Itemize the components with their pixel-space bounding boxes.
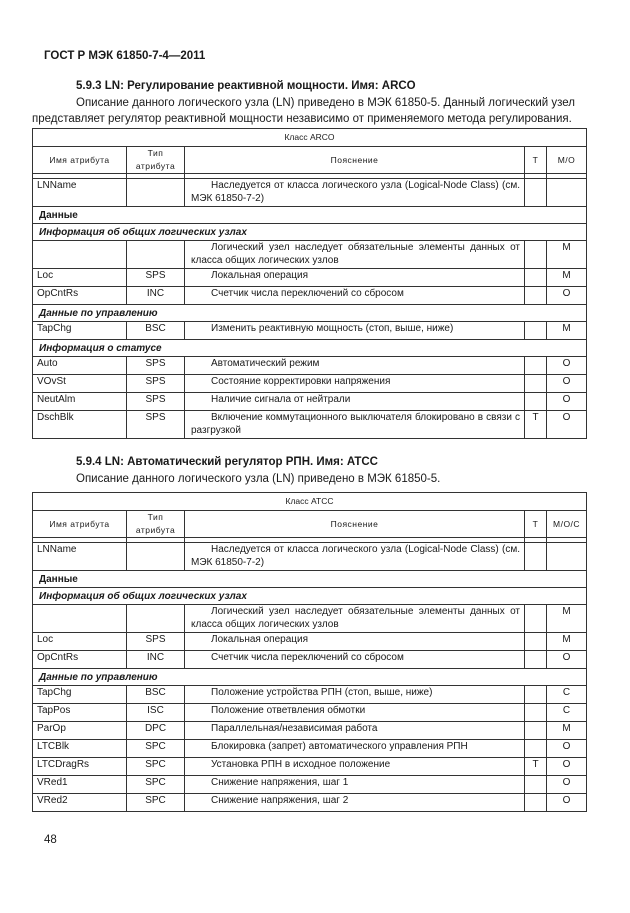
table-row <box>33 686 587 704</box>
attribute-description: Установка РПН в исходное положение <box>185 758 525 776</box>
attribute-description: Логический узел наследует обязательные элементы данных от класса общих логических узлов <box>185 241 525 269</box>
attribute-type: SPC <box>127 758 185 776</box>
table-row <box>33 740 587 758</box>
table-row <box>33 179 587 207</box>
attribute-type: BSC <box>127 686 185 704</box>
col-header-desc: Пояснение <box>185 147 525 174</box>
attribute-t <box>525 633 547 651</box>
attribute-description: Счетчик числа переключений со сбросом <box>185 651 525 669</box>
attribute-description: Автоматический режим <box>185 357 525 375</box>
attribute-name: NeutAlm <box>33 393 127 411</box>
attribute-type: SPS <box>127 269 185 287</box>
attribute-mo: O <box>547 776 587 794</box>
arco-attribute-table <box>32 128 587 439</box>
group-heading-label: Данные по управлению <box>33 305 587 322</box>
attribute-name <box>33 605 127 633</box>
attribute-description: Положение ответвления обмотки <box>185 704 525 722</box>
attribute-description: Параллельная/независимая работа <box>185 722 525 740</box>
attribute-name: OpCntRs <box>33 287 127 305</box>
attribute-name: VOvSt <box>33 375 127 393</box>
attribute-description: Изменить реактивную мощность (стоп, выше, ниже) <box>185 322 525 340</box>
attribute-t <box>525 605 547 633</box>
attribute-name: LNName <box>33 543 127 571</box>
attribute-type: INC <box>127 651 185 669</box>
attribute-type: INC <box>127 287 185 305</box>
attribute-t <box>525 740 547 758</box>
attribute-t <box>525 651 547 669</box>
attribute-name: Loc <box>33 269 127 287</box>
table-row <box>33 357 587 375</box>
attribute-t <box>525 287 547 305</box>
attribute-t <box>525 686 547 704</box>
attribute-description: Локальная операция <box>185 269 525 287</box>
table-row <box>33 605 587 633</box>
attribute-type: SPC <box>127 794 185 812</box>
col-header-name: Имя атрибута <box>33 147 127 174</box>
attribute-t <box>525 241 547 269</box>
attribute-description: Счетчик числа переключений со сбросом <box>185 287 525 305</box>
attribute-t <box>525 375 547 393</box>
table-row <box>33 269 587 287</box>
attribute-type <box>127 605 185 633</box>
table-row <box>33 776 587 794</box>
attribute-mo: M <box>547 605 587 633</box>
attribute-name: Auto <box>33 357 127 375</box>
attribute-mo: O <box>547 758 587 776</box>
col-header-desc: Пояснение <box>185 511 525 538</box>
attribute-type: SPC <box>127 740 185 758</box>
attribute-type <box>127 543 185 571</box>
attribute-mo: C <box>547 686 587 704</box>
table-row <box>33 704 587 722</box>
attribute-type: DPC <box>127 722 185 740</box>
col-header-mo: М/О <box>547 147 587 174</box>
document-header: ГОСТ Р МЭК 61850-7-4—2011 <box>44 50 206 62</box>
class-title: Класс ARCO <box>33 129 587 147</box>
table-row <box>33 322 587 340</box>
table-row <box>33 375 587 393</box>
page-number: 48 <box>44 834 57 846</box>
attribute-mo: O <box>547 740 587 758</box>
section-heading-arco: 5.9.3 LN: Регулирование реактивной мощности. Имя: ARCO <box>76 80 416 92</box>
group-heading-label: Информация о статусе <box>33 340 587 357</box>
data-subheading-label: Данные <box>33 207 587 224</box>
col-header-name: Имя атрибута <box>33 511 127 538</box>
attribute-name <box>33 241 127 269</box>
atcc-attribute-table <box>32 492 587 812</box>
attribute-description: Положение устройства РПН (стоп, выше, ниже) <box>185 686 525 704</box>
attribute-name: LNName <box>33 179 127 207</box>
group-heading <box>33 224 587 241</box>
attribute-name: Loc <box>33 633 127 651</box>
attribute-name: TapChg <box>33 322 127 340</box>
attribute-name: OpCntRs <box>33 651 127 669</box>
attribute-description: Логический узел наследует обязательные элементы данных от класса общих логических узлов <box>185 605 525 633</box>
section-description-atcc: Описание данного логического узла (LN) приведено в МЭК 61850-5. <box>76 473 441 485</box>
attribute-mo <box>547 543 587 571</box>
attribute-name: LTCBlk <box>33 740 127 758</box>
attribute-type: SPS <box>127 393 185 411</box>
col-header-mo: М/О/С <box>547 511 587 538</box>
attribute-name: ParOp <box>33 722 127 740</box>
attribute-type: BSC <box>127 322 185 340</box>
data-subheading-label: Данные <box>33 571 587 588</box>
attribute-t <box>525 393 547 411</box>
attribute-type <box>127 179 185 207</box>
group-heading-label: Данные по управлению <box>33 669 587 686</box>
group-heading-label: Информация об общих логических узлах <box>33 224 587 241</box>
col-header-t: Т <box>525 511 547 538</box>
attribute-name: DschBlk <box>33 411 127 439</box>
attribute-mo: C <box>547 704 587 722</box>
attribute-description: Наличие сигнала от нейтрали <box>185 393 525 411</box>
attribute-description: Блокировка (запрет) автоматического управления РПН <box>185 740 525 758</box>
attribute-mo: O <box>547 393 587 411</box>
attribute-type: SPS <box>127 357 185 375</box>
attribute-description: Локальная операция <box>185 633 525 651</box>
attribute-name: TapChg <box>33 686 127 704</box>
class-title: Класс ATCC <box>33 493 587 511</box>
attribute-mo <box>547 179 587 207</box>
data-subheading <box>33 571 587 588</box>
attribute-description: Включение коммутационного выключателя блокировано в связи с разгрузкой <box>185 411 525 439</box>
table-row <box>33 287 587 305</box>
table-row <box>33 633 587 651</box>
attribute-type: SPS <box>127 375 185 393</box>
attribute-type: SPC <box>127 776 185 794</box>
section-heading-atcc: 5.9.4 LN: Автоматический регулятор РПН. Имя: ATCC <box>76 456 378 468</box>
table-row <box>33 794 587 812</box>
attribute-description: Снижение напряжения, шаг 2 <box>185 794 525 812</box>
attribute-name: VRed2 <box>33 794 127 812</box>
attribute-name: TapPos <box>33 704 127 722</box>
attribute-mo: M <box>547 269 587 287</box>
attribute-type: SPS <box>127 411 185 439</box>
table-row <box>33 758 587 776</box>
attribute-name: LTCDragRs <box>33 758 127 776</box>
table-row <box>33 241 587 269</box>
attribute-type: ISC <box>127 704 185 722</box>
group-heading-label: Информация об общих логических узлах <box>33 588 587 605</box>
col-header-t: Т <box>525 147 547 174</box>
attribute-mo: M <box>547 722 587 740</box>
attribute-name: VRed1 <box>33 776 127 794</box>
attribute-t <box>525 357 547 375</box>
table-row <box>33 722 587 740</box>
attribute-description: Наследуется от класса логического узла (Logical-Node Class) (см. МЭК 61850-7-2) <box>185 179 525 207</box>
attribute-t: T <box>525 411 547 439</box>
attribute-t <box>525 794 547 812</box>
attribute-mo: O <box>547 651 587 669</box>
attribute-mo: M <box>547 322 587 340</box>
table-row <box>33 651 587 669</box>
attribute-t: T <box>525 758 547 776</box>
attribute-mo: O <box>547 375 587 393</box>
attribute-description: Состояние корректировки напряжения <box>185 375 525 393</box>
group-heading <box>33 669 587 686</box>
col-header-type: Тип атрибута <box>127 147 185 174</box>
attribute-mo: M <box>547 633 587 651</box>
attribute-mo: O <box>547 794 587 812</box>
attribute-mo: O <box>547 357 587 375</box>
attribute-t <box>525 269 547 287</box>
group-heading <box>33 305 587 322</box>
attribute-t <box>525 722 547 740</box>
attribute-description: Наследуется от класса логического узла (Logical-Node Class) (см. МЭК 61850-7-2) <box>185 543 525 571</box>
attribute-type: SPS <box>127 633 185 651</box>
attribute-t <box>525 543 547 571</box>
group-heading <box>33 588 587 605</box>
attribute-t <box>525 179 547 207</box>
data-subheading <box>33 207 587 224</box>
attribute-mo: M <box>547 241 587 269</box>
col-header-type: Тип атрибута <box>127 511 185 538</box>
attribute-t <box>525 322 547 340</box>
attribute-mo: O <box>547 411 587 439</box>
table-row <box>33 543 587 571</box>
attribute-type <box>127 241 185 269</box>
attribute-mo: O <box>547 287 587 305</box>
table-row <box>33 393 587 411</box>
group-heading <box>33 340 587 357</box>
attribute-t <box>525 704 547 722</box>
attribute-description: Снижение напряжения, шаг 1 <box>185 776 525 794</box>
attribute-t <box>525 776 547 794</box>
section-description-arco: Описание данного логического узла (LN) приведено в МЭК 61850-5. Данный логический узел представляет регулятор реактивной мощности независимо от применяемого метода регулирования. <box>32 97 575 125</box>
table-row <box>33 411 587 439</box>
